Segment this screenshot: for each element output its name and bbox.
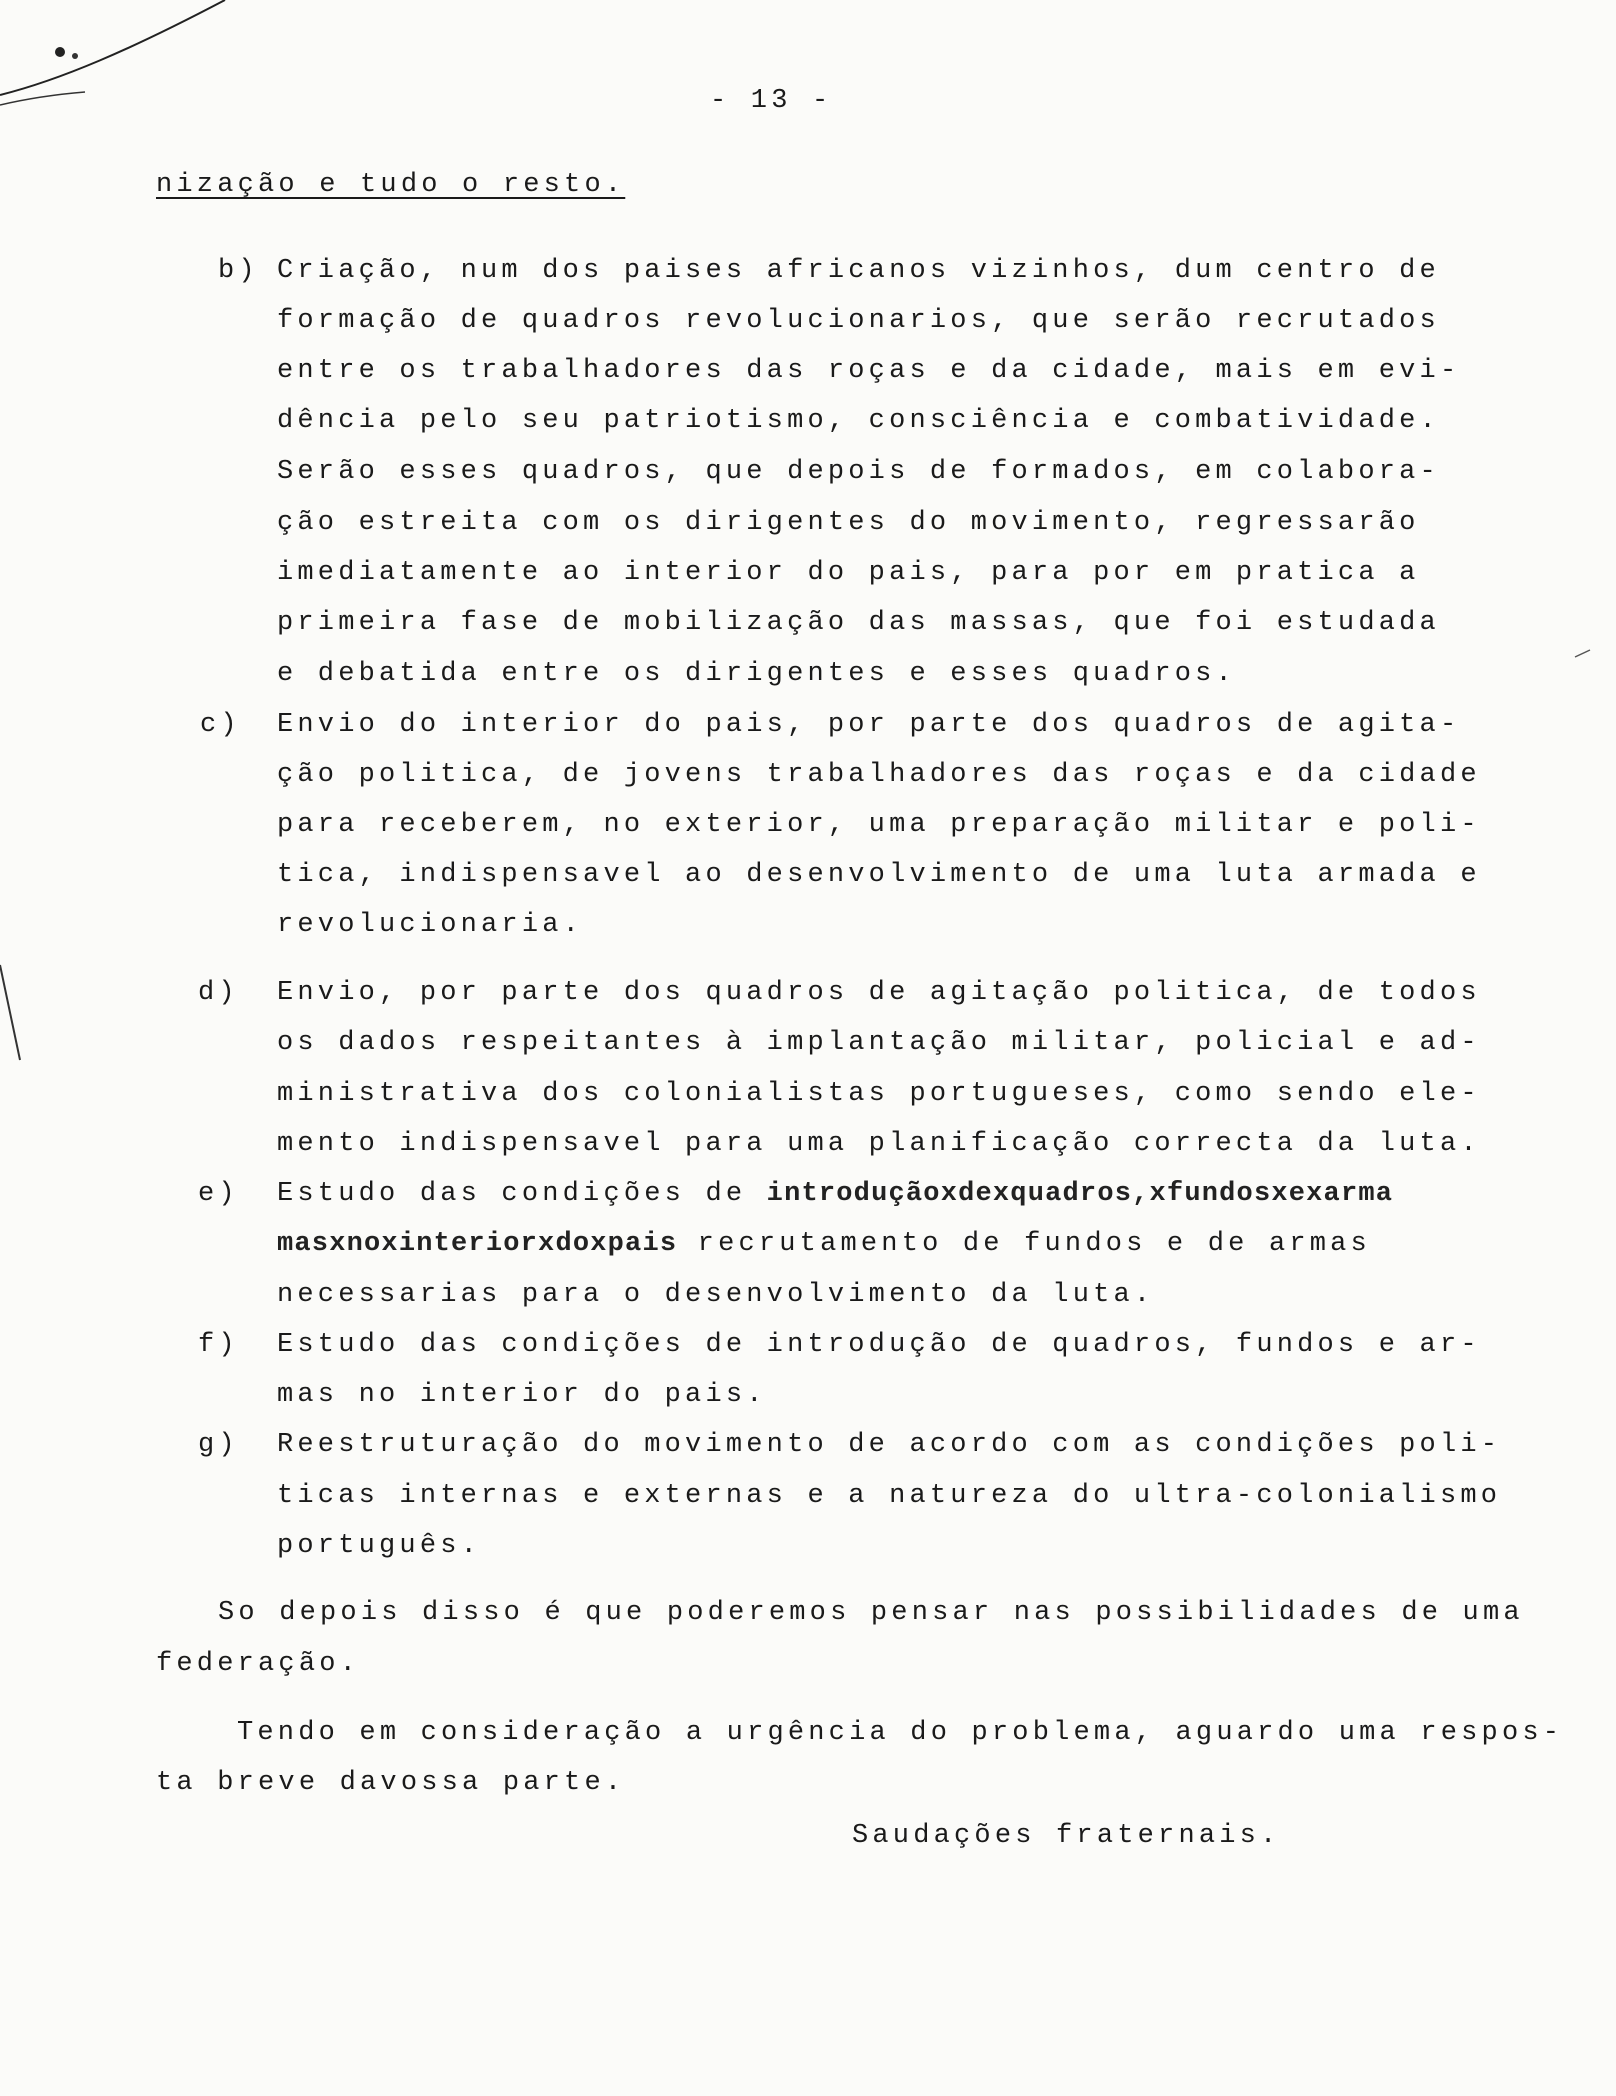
- paragraph-1-line: So depois disso é que poderemos pensar nas possibilidades de uma: [218, 1598, 1524, 1628]
- scan-stroke-top-left: [0, 0, 225, 95]
- item-label-d: d): [198, 978, 239, 1008]
- item-label-c: c): [200, 710, 241, 740]
- item-d-line: os dados respeitantes à implantação militar, policial e ad-: [277, 1028, 1481, 1058]
- item-b-line: e debatida entre os dirigentes e esses quadros.: [277, 659, 1236, 689]
- item-b-line: Criação, num dos paises africanos vizinhos, dum centro de: [277, 256, 1440, 286]
- item-d-line: Envio, por parte dos quadros de agitação politica, de todos: [277, 978, 1481, 1008]
- item-c-line: ção politica, de jovens trabalhadores das roças e da cidade: [277, 760, 1481, 790]
- item-g-line: português.: [277, 1531, 482, 1561]
- paragraph-2-line: ta breve davossa parte.: [156, 1768, 626, 1798]
- item-f-line: Estudo das condições de introdução de quadros, fundos e ar-: [277, 1330, 1481, 1360]
- item-c-line: Envio do interior do pais, por parte dos quadros de agita-: [277, 710, 1461, 740]
- scan-spot: [72, 53, 78, 59]
- item-g-line: Reestruturação do movimento de acordo com as condições poli-: [277, 1430, 1502, 1460]
- item-b-line: primeira fase de mobilização das massas, que foi estudada: [277, 608, 1440, 638]
- item-c-line: para receberem, no exterior, uma preparação militar e poli-: [277, 810, 1481, 840]
- item-d-line: ministrativa dos colonialistas portugueses, como sendo ele-: [277, 1079, 1481, 1109]
- struck-out-text: introduçãoxdexquadros,xfundosxexarma: [766, 1179, 1394, 1209]
- item-d-line: mento indispensavel para uma planificação correcta da luta.: [277, 1129, 1481, 1159]
- item-e-line: necessarias para o desenvolvimento da luta.: [277, 1280, 1155, 1310]
- scan-edge-mark: [0, 965, 20, 1060]
- scan-edge-mark: [1575, 650, 1590, 657]
- item-c-line: tica, indispensavel ao desenvolvimento de uma luta armada e: [277, 860, 1481, 890]
- item-label-g: g): [198, 1430, 239, 1460]
- item-e-suffix: recrutamento de fundos e de armas: [697, 1229, 1371, 1259]
- item-label-f: f): [198, 1330, 239, 1360]
- item-b-line: dência pelo seu patriotismo, consciência e combatividade.: [277, 406, 1440, 436]
- item-c-line: revolucionaria.: [277, 910, 584, 940]
- paragraph-1-line: federação.: [156, 1649, 361, 1679]
- struck-out-text: masxnoxinteriorxdoxpais: [277, 1229, 678, 1259]
- continuation-line: nização e tudo o resto.: [156, 170, 626, 200]
- item-label-b: b): [218, 256, 259, 286]
- item-b-line: imediatamente ao interior do pais, para por em pratica a: [277, 558, 1420, 588]
- item-b-line: ção estreita com os dirigentes do movimento, regressarão: [277, 508, 1420, 538]
- item-label-e: e): [198, 1179, 239, 1209]
- item-e-prefix: Estudo das condições de: [277, 1179, 747, 1209]
- item-b-line: formação de quadros revolucionarios, que serão recrutados: [277, 306, 1440, 336]
- scan-spot: [55, 47, 65, 57]
- item-e-line: [277, 1231, 1371, 1258]
- item-f-line: mas no interior do pais.: [277, 1380, 767, 1410]
- item-b-line: entre os trabalhadores das roças e da cidade, mais em evi-: [277, 356, 1461, 386]
- page-number: - 13 -: [710, 86, 833, 116]
- paragraph-2-line: Tendo em consideração a urgência do problema, aguardo uma respos-: [237, 1718, 1564, 1748]
- scan-stroke-left: [0, 92, 85, 105]
- closing-salutation: Saudações fraternais.: [852, 1821, 1281, 1851]
- item-g-line: ticas internas e externas e a natureza do ultra-colonialismo: [277, 1481, 1502, 1511]
- item-b-line: Serão esses quadros, que depois de formados, em colabora-: [277, 457, 1440, 487]
- item-e-line: [277, 1181, 1393, 1208]
